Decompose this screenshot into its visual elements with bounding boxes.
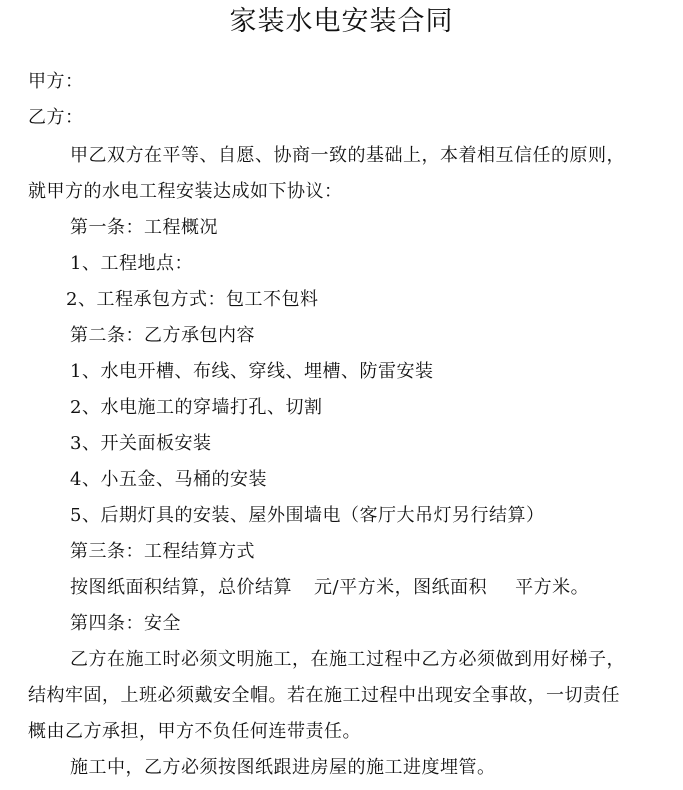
article-2-item-3: 3、开关面板安装 <box>70 433 212 454</box>
article-4-para1-line3: 概由乙方承担，甲方不负任何连带责任。 <box>28 721 361 742</box>
intro-line-1: 甲乙双方在平等、自愿、协商一致的基础上，本着相互信任的原则， <box>70 145 625 166</box>
intro-line-2: 就甲方的水电工程安装达成如下协议： <box>28 181 343 202</box>
party-a-label: 甲方： <box>28 71 84 92</box>
article-2-heading: 第二条：乙方承包内容 <box>70 325 255 346</box>
article-4-para1-line1: 乙方在施工时必须文明施工，在施工过程中乙方必须做到用好梯子， <box>70 649 625 670</box>
article-1-heading: 第一条：工程概况 <box>70 217 218 238</box>
article-3-text-c: 平方米。 <box>515 577 590 598</box>
article-4-para1-line2: 结构牢固，上班必须戴安全帽。若在施工过程中出现安全事故，一切责任 <box>28 685 620 706</box>
article-4-para2: 施工中，乙方必须按图纸跟进房屋的施工进度埋管。 <box>70 757 496 778</box>
article-1-item-2: 2、工程承包方式：包工不包料 <box>66 289 319 310</box>
contract-title: 家装水电安装合同 <box>229 6 454 37</box>
article-4-heading: 第四条：安全 <box>70 613 181 634</box>
party-b-label: 乙方： <box>28 107 84 128</box>
article-2-item-2: 2、水电施工的穿墙打孔、切割 <box>70 397 323 418</box>
article-3-heading: 第三条：工程结算方式 <box>70 541 255 562</box>
article-2-item-4: 4、小五金、马桶的安装 <box>70 469 267 490</box>
article-3-text-b: 元/平方米，图纸面积 <box>314 577 488 598</box>
article-1-item-1: 1、工程地点： <box>70 253 193 274</box>
article-3-text-a: 按图纸面积结算，总价结算 <box>70 577 292 598</box>
article-2-item-1: 1、水电开槽、布线、穿线、埋槽、防雷安装 <box>70 361 434 382</box>
article-2-item-5: 5、后期灯具的安装、屋外围墙电（客厅大吊灯另行结算） <box>70 505 545 526</box>
article-3-text <box>70 576 589 600</box>
